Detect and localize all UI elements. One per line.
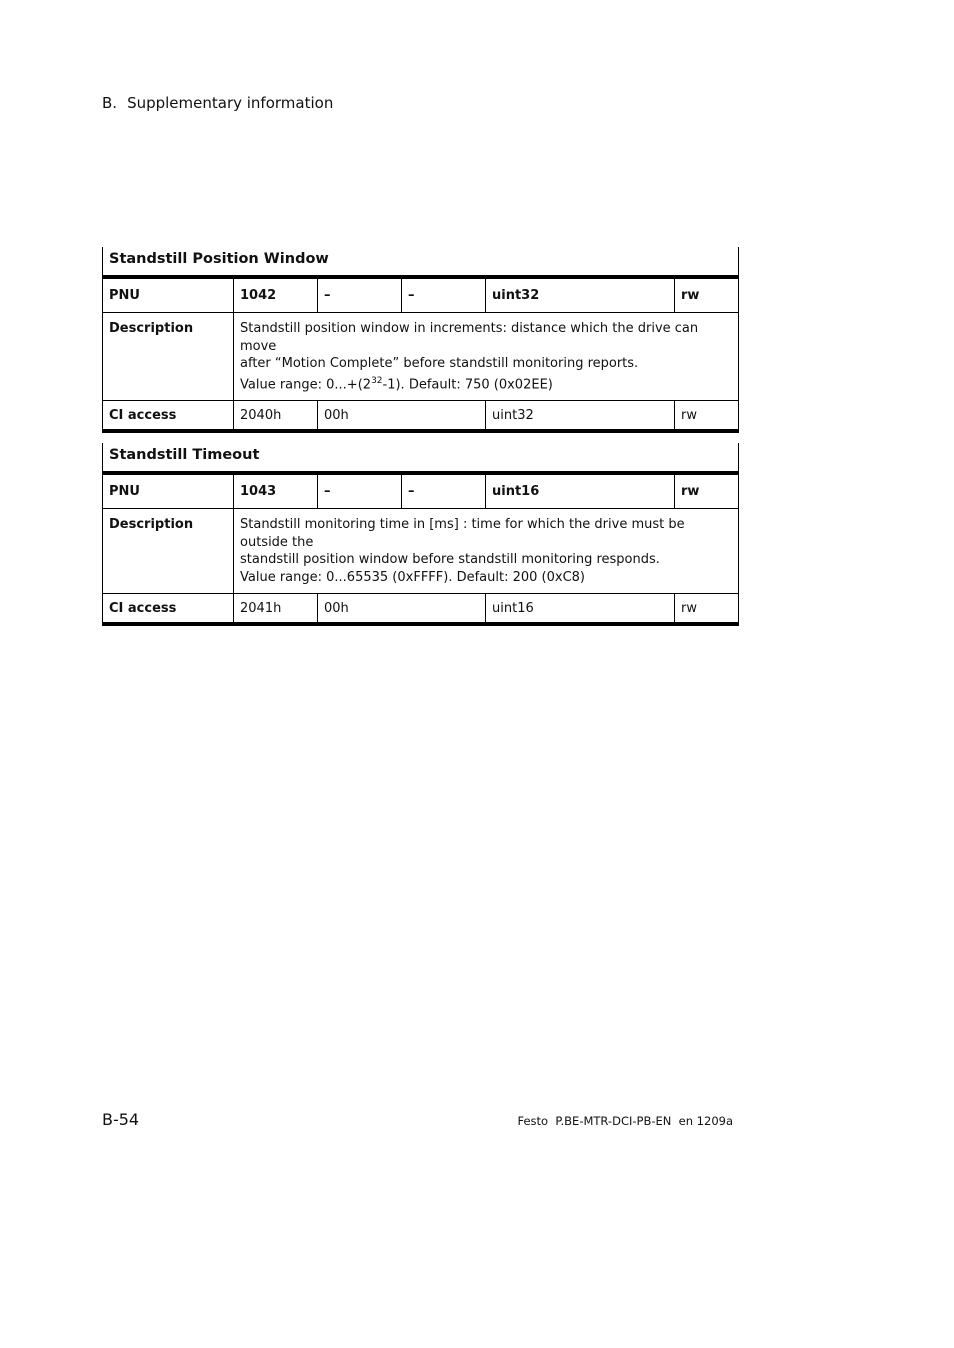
section-title: Supplementary information [127, 94, 334, 112]
ci-index: 2041h [234, 594, 318, 622]
ci-access-label: CI access [103, 401, 234, 429]
description-text [234, 509, 738, 593]
ci-type: uint32 [486, 401, 675, 429]
subindex-1: – [318, 475, 402, 508]
ci-subindex: 00h [318, 594, 486, 622]
description-line: Standstill monitoring time in [ms] : time for which the drive must be outside the [240, 517, 685, 550]
description-line: Standstill position window in increments: distance which the drive can move [240, 321, 699, 354]
ci-access: rw [681, 408, 697, 424]
pnu-row [103, 279, 738, 313]
value-range-prefix: Value range: 0...+(2 [240, 376, 372, 392]
ci-access-row [103, 594, 738, 626]
data-type: uint16 [486, 475, 675, 508]
ci-type: uint16 [486, 594, 675, 622]
value-range-suffix: -1). Default: 750 (0x02EE) [382, 376, 553, 392]
description-line: Value range: 0...65535 (0xFFFF). Default: 200 (0xC8) [240, 569, 585, 585]
description-label: Description [103, 509, 234, 593]
page-number: B-54 [102, 1110, 140, 1129]
ci-access-row [103, 401, 738, 433]
access-type: rw [681, 484, 700, 499]
parameter-table-standstill-timeout [102, 443, 739, 626]
exponent: 32 [371, 375, 383, 386]
table-title: Standstill Position Window [103, 247, 738, 279]
subindex-1: – [318, 279, 402, 312]
document-reference: Festo P.BE-MTR-DCI-PB-EN en 1209a [517, 1114, 733, 1128]
data-type: uint32 [486, 279, 675, 312]
pnu-label: PNU [103, 279, 234, 312]
ci-access: rw [681, 601, 697, 616]
description-line [240, 373, 732, 394]
description-text [234, 313, 738, 400]
access-type: rw [681, 288, 700, 303]
pnu-label: PNU [103, 475, 234, 508]
description-line: after “Motion Complete” before standstill monitoring reports. [240, 356, 639, 371]
ci-access-label: CI access [103, 594, 234, 622]
parameter-table-standstill-position-window [102, 247, 739, 433]
subindex-2: – [402, 475, 486, 508]
pnu-row [103, 475, 738, 509]
section-number: B. [102, 94, 118, 112]
pnu-value: 1043 [234, 475, 318, 508]
pnu-value: 1042 [234, 279, 318, 312]
description-row [103, 509, 738, 594]
subindex-2: – [402, 279, 486, 312]
description-line: standstill position window before standstill monitoring responds. [240, 552, 660, 567]
page-header [102, 94, 333, 112]
ci-subindex: 00h [318, 401, 486, 429]
table-title: Standstill Timeout [103, 443, 738, 475]
description-row [103, 313, 738, 401]
ci-index: 2040h [234, 401, 318, 429]
description-label: Description [103, 313, 234, 400]
